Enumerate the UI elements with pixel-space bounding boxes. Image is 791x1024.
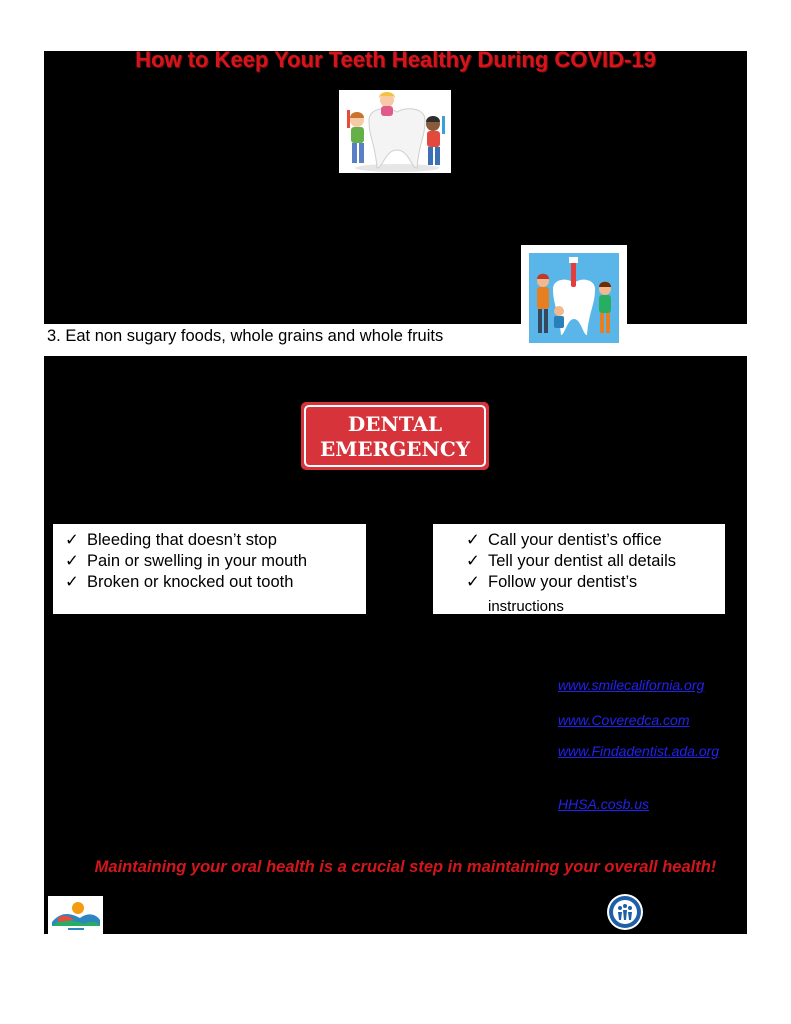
link-coveredca[interactable]: www.Coveredca.com [558,712,690,728]
check-icon: ✓ [466,573,480,591]
link-smilecalifornia[interactable]: www.smilecalifornia.org [558,677,705,693]
list-item: ✓ Tell your dentist all details [466,552,677,570]
family-tooth-illustration [521,245,627,346]
list-item: ✓ Bleeding that doesn’t stop [65,531,277,549]
list-item: ✓ Pain or swelling in your mouth [65,552,308,570]
check-icon: ✓ [65,573,79,591]
check-icon: ✓ [65,531,79,549]
emergency-signs-box [53,524,366,614]
kids-tooth-illustration [339,90,451,173]
page-title: How to Keep Your Teeth Healthy During COVID-19 [135,47,656,72]
list-item: ✓ Follow your dentist’s instructions [466,573,638,615]
check-icon: ✓ [466,531,480,549]
check-icon: ✓ [65,552,79,570]
list-item: ✓ Broken or knocked out tooth [65,573,294,591]
sign-line-2: EMERGENCY [319,437,471,461]
county-landscape-logo [48,896,103,934]
county-seal-logo [606,893,644,931]
dental-emergency-sign [301,402,489,470]
list-item: ✓ Call your dentist’s office [466,531,662,549]
link-hhsa[interactable]: HHSA.cosb.us [558,796,650,812]
link-findadentist[interactable]: www.Findadentist.ada.org [558,743,720,759]
emergency-actions-box [433,524,725,614]
tip-item-3: 3. Eat non sugary foods, whole grains and whole fruits [47,327,444,345]
footer-slogan: Maintaining your oral health is a crucial step in maintaining your overall health! [94,858,717,876]
check-icon: ✓ [466,552,480,570]
sign-line-1: DENTAL [347,412,443,436]
